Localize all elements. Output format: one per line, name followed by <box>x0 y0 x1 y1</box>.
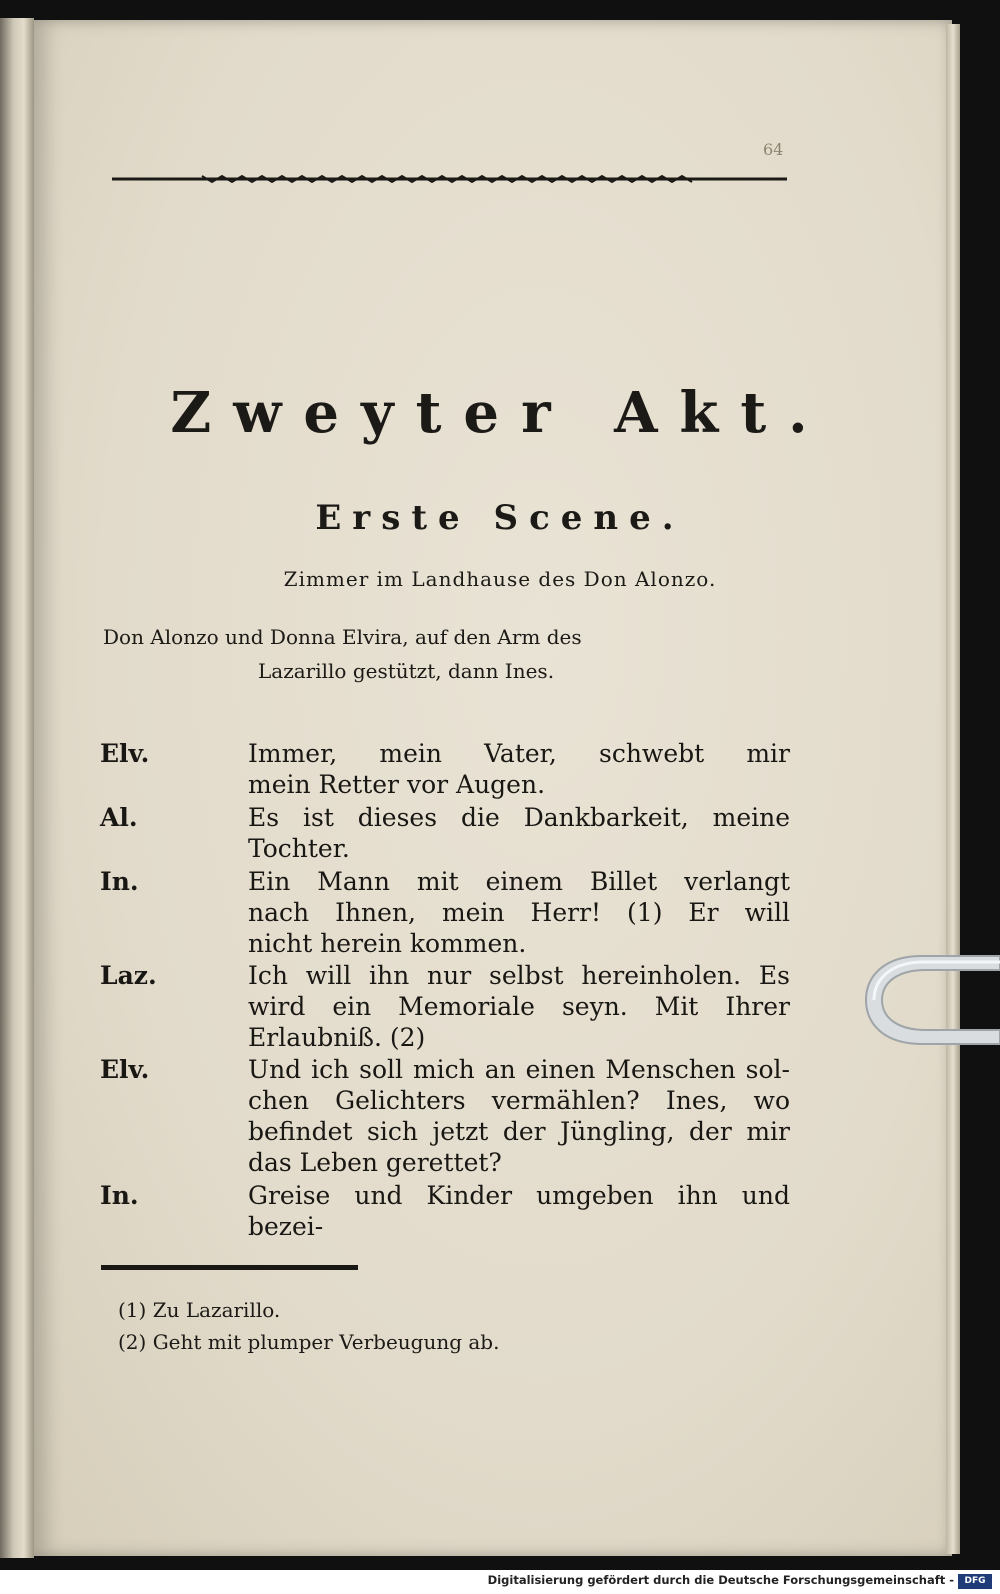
speech-line: nicht herein kommen. <box>248 929 527 958</box>
previous-page-edge <box>0 18 34 1558</box>
speech-text <box>248 866 790 959</box>
speaker-label: Elv. <box>100 1055 150 1084</box>
page-stack-edge <box>946 24 960 1554</box>
footer-credit: Digitalisierung gefördert durch die Deutsche Forschungsgemeinschaft - <box>487 1573 954 1587</box>
speech-line: wird ein Memoriale seyn. Mit Ihrer <box>248 992 790 1021</box>
speech-text <box>248 802 790 864</box>
footer-bar <box>0 1570 1000 1594</box>
speech-line: Ich will ihn nur selbst hereinholen. Es <box>248 961 790 990</box>
speech-text <box>248 960 790 1053</box>
speech-text <box>248 738 790 800</box>
page-number: 64 <box>763 140 784 159</box>
speech-line: Tochter. <box>248 834 350 863</box>
speech-line: befindet sich jetzt der Jüngling, der mir <box>248 1117 790 1146</box>
footnote-rule <box>101 1265 358 1270</box>
show-through-text <box>110 200 390 360</box>
speaker-label: In. <box>100 1181 139 1210</box>
speech-line: chen Gelichters vermählen? Ines, wo <box>248 1086 790 1115</box>
stage-direction: Zimmer im Landhause des Don Alonzo. <box>283 567 717 591</box>
speech-line: das Leben gerettet? <box>248 1148 502 1177</box>
persons-line: Don Alonzo und Donna Elvira, auf den Arm des <box>103 625 582 649</box>
speech-line: Und ich soll mich an einen Menschen sol- <box>248 1055 790 1084</box>
speaker-label: In. <box>100 867 139 896</box>
speech-text <box>248 1054 790 1178</box>
footnote-2: (2) Geht mit plumper Verbeugung ab. <box>118 1330 500 1354</box>
speech-line: Erlaubniß. (2) <box>248 1023 426 1052</box>
speaker-label: Al. <box>100 803 138 832</box>
speech-line: nach Ihnen, mein Herr! (1) Er will <box>248 898 790 927</box>
speaker-label: Elv. <box>100 739 150 768</box>
ornamental-rule <box>112 174 787 184</box>
speech-line: mein Retter vor Augen. <box>248 770 546 799</box>
persons-line: Lazarillo gestützt, dann Ines. <box>258 659 555 683</box>
speech-text <box>248 1180 790 1242</box>
speech-line: Es ist dieses die Dankbarkeit, meine <box>248 803 790 832</box>
speech-line: Immer, mein Vater, schwebt mir <box>248 739 790 768</box>
page-clip <box>862 950 1000 1050</box>
act-title: Zweyter Akt. <box>170 380 830 446</box>
scene-title: Erste Scene. <box>315 498 685 538</box>
speech-line: Ein Mann mit einem Billet verlangt <box>248 867 790 896</box>
speaker-label: Laz. <box>100 961 157 990</box>
footnote-1: (1) Zu Lazarillo. <box>118 1298 281 1322</box>
dramatis-personae <box>103 620 793 688</box>
speech-line: Greise und Kinder umgeben ihn und bezei- <box>248 1181 790 1241</box>
dfg-logo: DFG <box>958 1574 992 1589</box>
